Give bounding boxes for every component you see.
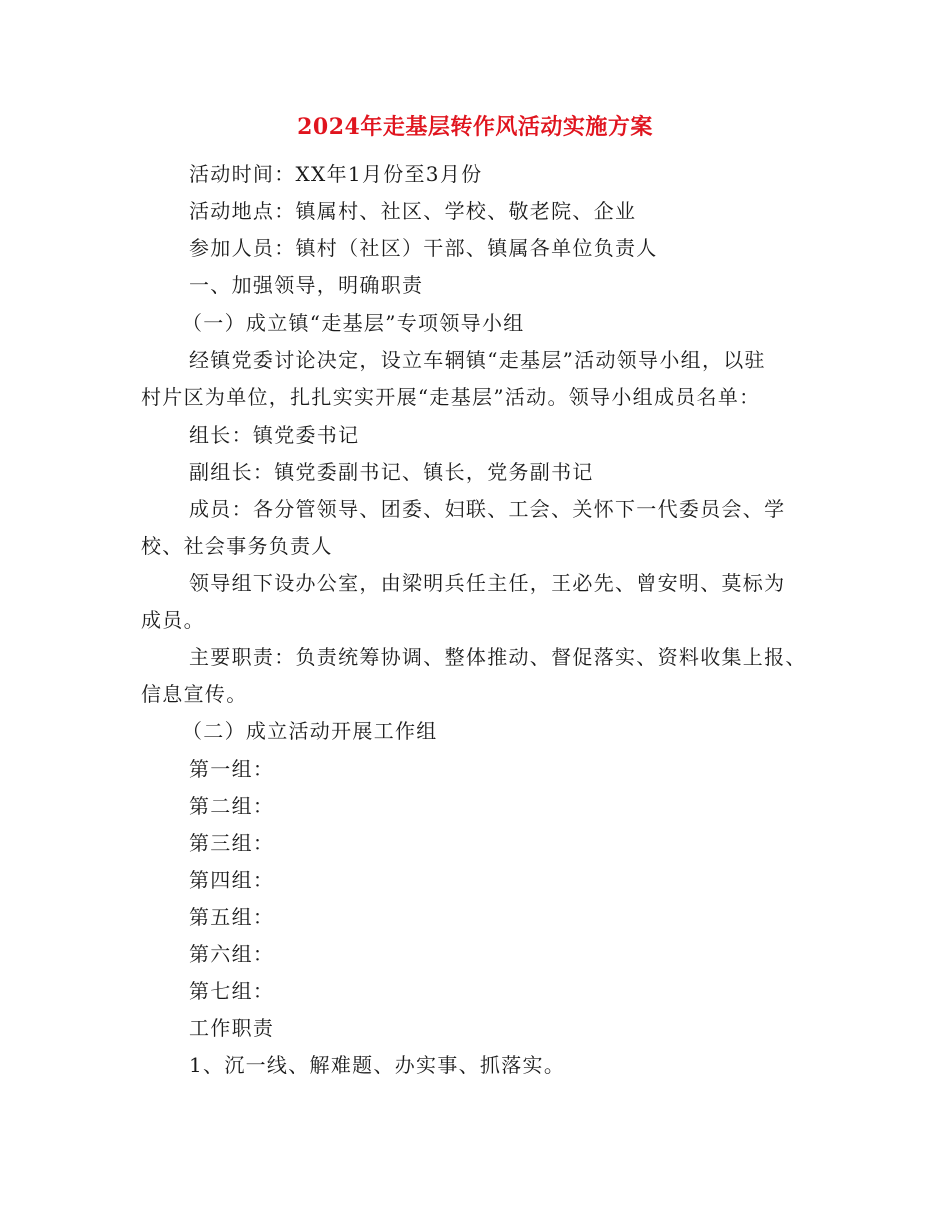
subsection-heading-2: （二）成立活动开展工作组 xyxy=(182,719,438,743)
subsection-heading-1: （一）成立镇“走基层”专项领导小组 xyxy=(182,311,525,335)
section-heading-1: 一、加强领导，明确职责 xyxy=(189,273,424,297)
group-line: 第七组： xyxy=(189,979,275,1003)
duties-line: 信息宣传。 xyxy=(141,682,248,706)
document-title: 2024年走基层转作风活动实施方案 xyxy=(297,114,653,140)
work-duties-heading: 工作职责 xyxy=(189,1016,275,1040)
paragraph-line: 经镇党委讨论决定，设立车辋镇“走基层”活动领导小组，以驻 xyxy=(189,348,766,372)
duties-line: 主要职责：负责统筹协调、整体推动、督促落实、资料收集上报、 xyxy=(189,645,807,669)
group-line: 第三组： xyxy=(189,831,275,855)
work-duty-item: 1、沉一线、解难题、办实事、抓落实。 xyxy=(189,1053,566,1077)
leader-line: 组长：镇党委书记 xyxy=(189,423,360,447)
paragraph-line: 村片区为单位，扎扎实实开展“走基层”活动。领导小组成员名单： xyxy=(141,385,761,409)
office-line: 成员。 xyxy=(141,608,205,632)
activity-location-line: 活动地点：镇属村、社区、学校、敬老院、企业 xyxy=(189,199,637,223)
group-line: 第一组： xyxy=(189,757,275,781)
group-line: 第五组： xyxy=(189,905,275,929)
members-line: 校、社会事务负责人 xyxy=(141,534,333,558)
group-line: 第六组： xyxy=(189,942,275,966)
activity-time-line: 活动时间：XX年1月份至3月份 xyxy=(189,162,483,186)
participants-line: 参加人员：镇村（社区）干部、镇属各单位负责人 xyxy=(189,236,658,260)
deputy-leader-line: 副组长：镇党委副书记、镇长，党务副书记 xyxy=(189,460,594,484)
office-line: 领导组下设办公室，由梁明兵任主任，王必先、曾安明、莫标为 xyxy=(189,571,786,595)
group-line: 第二组： xyxy=(189,794,275,818)
group-line: 第四组： xyxy=(189,868,275,892)
members-line: 成员：各分管领导、团委、妇联、工会、关怀下一代委员会、学 xyxy=(189,497,786,521)
